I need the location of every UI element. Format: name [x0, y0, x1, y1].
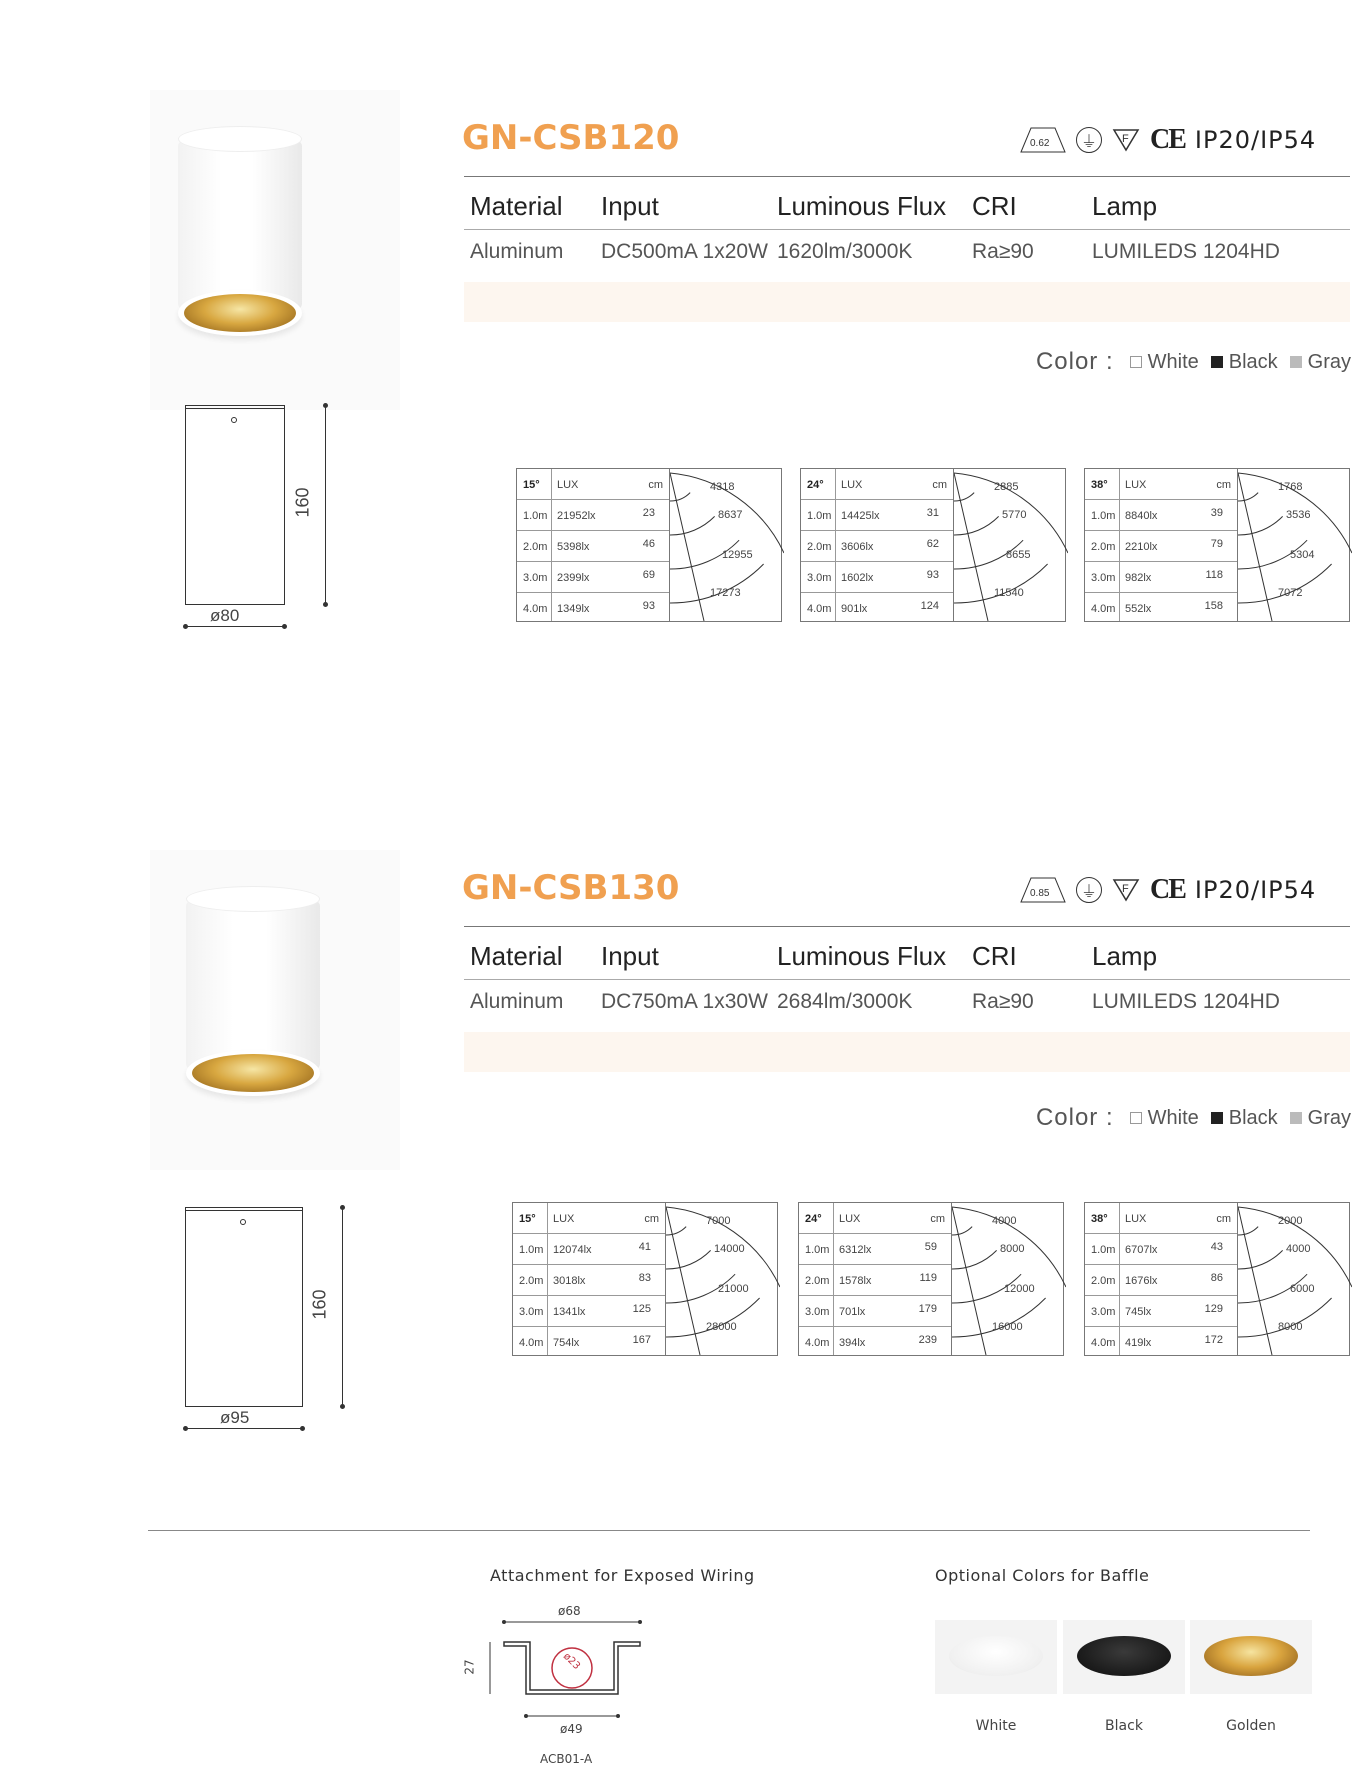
beam-table: [517, 469, 669, 621]
curve-label: 14000: [714, 1243, 745, 1255]
lux-value: 2210lx: [1125, 541, 1158, 553]
distance: 4.0m: [807, 603, 832, 615]
lux-value: 1349lx: [557, 603, 590, 615]
lux-value: 1676lx: [1125, 1275, 1158, 1287]
spot-diameter: 41: [638, 1241, 651, 1253]
beam-cone-figure: [953, 469, 1067, 621]
lux-value: 745lx: [1125, 1306, 1152, 1318]
lux-value: 3606lx: [841, 541, 874, 553]
height-dimension: 160: [309, 1289, 330, 1320]
beam-angle: 38°: [1091, 479, 1108, 491]
curve-label: 2885: [994, 481, 1019, 493]
beam-row: [513, 1296, 665, 1327]
value-lamp: LUMILEDS 1204HD: [1092, 990, 1280, 1013]
beam-angle: 15°: [519, 1213, 536, 1225]
distance: 2.0m: [807, 541, 832, 553]
baffle-white-disc: [949, 1636, 1043, 1676]
distance: 3.0m: [807, 572, 832, 584]
svg-text:F: F: [1122, 133, 1129, 145]
baffle-white: [935, 1620, 1057, 1694]
product-section-gn-csb130: [0, 750, 1363, 1427]
lux-value: 1578lx: [839, 1275, 872, 1287]
white-swatch: [1130, 1112, 1142, 1124]
header-material: Material: [470, 191, 563, 221]
spot-diameter: 119: [919, 1272, 937, 1284]
distance: 2.0m: [519, 1275, 544, 1287]
beam-header-row: [1085, 469, 1237, 500]
spot-diameter: 86: [1210, 1272, 1223, 1284]
gray-swatch: [1290, 356, 1302, 368]
header-cri: CRI: [972, 191, 1017, 221]
spot-diameter: 124: [920, 600, 939, 612]
beam-cone-figure: [1237, 469, 1351, 621]
distance: 4.0m: [519, 1337, 544, 1349]
spot-diameter: 129: [1204, 1303, 1223, 1315]
distance: 1.0m: [523, 510, 548, 522]
height-dimension: 160: [292, 487, 313, 518]
beam-row: [1085, 562, 1237, 593]
beam-cone-figure: [669, 469, 783, 621]
baffle-golden-disc: [1204, 1636, 1298, 1676]
distance: 4.0m: [1091, 603, 1116, 615]
lux-value: 8840lx: [1125, 510, 1158, 522]
attachment-code: ACB01-A: [540, 1752, 593, 1766]
lux-value: 14425lx: [841, 510, 880, 522]
value-cri: Ra≥90: [972, 990, 1034, 1013]
beam-cone-figure: [1237, 1203, 1351, 1355]
beam-row: [1085, 1265, 1237, 1296]
ip-rating: IP20/IP54: [1194, 126, 1317, 154]
distance: 3.0m: [523, 572, 548, 584]
beam-table: [799, 1203, 951, 1355]
certification-marks: [1020, 874, 1316, 906]
distance: 2.0m: [1091, 541, 1116, 553]
lux-value: 5398lx: [557, 541, 590, 553]
curve-label: 8000: [1278, 1321, 1303, 1333]
header-input: Input: [601, 191, 659, 221]
curve-label: 12955: [722, 549, 753, 561]
value-luminous-flux: 2684lm/3000K: [777, 990, 913, 1013]
spot-diameter: 118: [1205, 569, 1223, 581]
distance: 3.0m: [1091, 1306, 1116, 1318]
spec-value-row: [464, 980, 1350, 1032]
beam-diagram: [798, 1202, 1064, 1356]
attachment-drawing: [462, 1598, 650, 1768]
curve-label: 11540: [994, 587, 1024, 599]
beam-row: [517, 593, 669, 624]
value-material: Aluminum: [470, 990, 564, 1013]
distance: 1.0m: [519, 1244, 544, 1256]
ip-rating: IP20/IP54: [1194, 876, 1317, 904]
cm-label: cm: [932, 479, 947, 491]
beam-row: [513, 1234, 665, 1265]
beam-table: [1085, 469, 1237, 621]
curve-label: 8637: [718, 509, 743, 521]
beam-row: [801, 562, 953, 593]
spot-diameter: 179: [918, 1303, 937, 1315]
product-photo: [150, 850, 400, 1170]
curve-label: 2000: [1278, 1215, 1303, 1227]
beam-row: [1085, 500, 1237, 531]
beam-diagram: [516, 468, 782, 622]
section-divider: [148, 1530, 1310, 1531]
diameter-dimension: ø95: [220, 1408, 250, 1427]
beam-angle: 15°: [523, 479, 540, 491]
spot-diameter: 46: [642, 538, 655, 550]
beam-row: [517, 531, 669, 562]
curve-label: 7000: [706, 1215, 731, 1227]
black-swatch: [1211, 356, 1223, 368]
curve-label: 12000: [1004, 1283, 1035, 1295]
distance: 4.0m: [523, 603, 548, 615]
beam-header-row: [1085, 1203, 1237, 1234]
curve-label: 4000: [992, 1215, 1017, 1227]
distance: 1.0m: [1091, 510, 1116, 522]
distance: 3.0m: [805, 1306, 830, 1318]
curve-label: 8655: [1006, 549, 1031, 561]
beam-row: [1085, 1234, 1237, 1265]
spot-diameter: 172: [1204, 1334, 1223, 1346]
beam-diagram: [1084, 1202, 1350, 1356]
spot-diameter: 59: [924, 1241, 937, 1253]
bottom-dimension: ø49: [560, 1722, 583, 1736]
beam-row: [801, 500, 953, 531]
distance: 2.0m: [523, 541, 548, 553]
cm-label: cm: [644, 1213, 659, 1225]
baffle-golden: [1190, 1620, 1312, 1694]
lux-label: LUX: [841, 479, 863, 491]
model-title: GN-CSB120: [462, 118, 680, 158]
beam-diagram: [800, 468, 1066, 622]
beam-row: [1085, 593, 1237, 624]
lux-label: LUX: [1125, 1213, 1147, 1225]
ground-icon: ⏚: [1076, 127, 1102, 153]
lux-value: 982lx: [1125, 572, 1152, 584]
baffle-black-label: Black: [1105, 1718, 1143, 1734]
lux-value: 754lx: [553, 1337, 580, 1349]
color-options: Color : White Black Gray: [1035, 348, 1351, 375]
color-options: Color : White Black Gray: [1035, 1104, 1351, 1131]
beam-table: [1085, 1203, 1237, 1355]
curve-label: 7072: [1278, 587, 1303, 599]
lux-label: LUX: [557, 479, 579, 491]
lux-value: 552lx: [1125, 603, 1152, 615]
beam-row: [513, 1265, 665, 1296]
distance: 2.0m: [805, 1275, 830, 1287]
distance: 4.0m: [805, 1337, 830, 1349]
beam-angle: 38°: [1091, 1213, 1108, 1225]
power-factor-icon: 0.62: [1020, 127, 1066, 153]
header-material: Material: [470, 941, 563, 971]
curve-label: 1768: [1278, 481, 1303, 493]
white-swatch: [1130, 356, 1142, 368]
power-factor-icon: 0.85: [1020, 877, 1066, 903]
svg-text:F: F: [1122, 883, 1129, 895]
curve-label: 21000: [718, 1283, 749, 1295]
beam-header-row: [517, 469, 669, 500]
ground-icon: ⏚: [1076, 877, 1102, 903]
header-cri: CRI: [972, 941, 1017, 971]
spot-diameter: 125: [632, 1303, 651, 1315]
cm-label: cm: [930, 1213, 945, 1225]
distance: 1.0m: [805, 1244, 830, 1256]
header-luminous-flux: Luminous Flux: [777, 941, 947, 971]
value-luminous-flux: 1620lm/3000K: [777, 240, 913, 263]
curve-label: 8000: [1000, 1243, 1025, 1255]
beam-row: [1085, 1296, 1237, 1327]
curve-label: 28000: [706, 1321, 737, 1333]
certification-marks: [1020, 124, 1316, 156]
lux-value: 6312lx: [839, 1244, 872, 1256]
spot-diameter: 239: [918, 1334, 937, 1346]
beam-cone-figure: [665, 1203, 779, 1355]
lux-value: 3018lx: [553, 1275, 586, 1287]
beam-row: [517, 500, 669, 531]
beam-header-row: [801, 469, 953, 500]
spot-diameter: 39: [1210, 507, 1223, 519]
lux-value: 6707lx: [1125, 1244, 1158, 1256]
beam-row: [799, 1265, 951, 1296]
value-cri: Ra≥90: [972, 240, 1034, 263]
beam-row: [1085, 1327, 1237, 1358]
curve-label: 5770: [1002, 509, 1027, 521]
lux-value: 901lx: [841, 603, 868, 615]
lux-label: LUX: [839, 1213, 861, 1225]
beam-row: [517, 562, 669, 593]
beam-header-row: [513, 1203, 665, 1234]
beam-table: [513, 1203, 665, 1355]
beam-angle: 24°: [807, 479, 824, 491]
lux-value: 1341lx: [553, 1306, 586, 1318]
header-input: Input: [601, 941, 659, 971]
f-mark-icon: [1112, 878, 1140, 902]
spec-table: [464, 926, 1350, 1072]
beam-row: [801, 531, 953, 562]
spot-diameter: 167: [632, 1334, 651, 1346]
lux-value: 394lx: [839, 1337, 866, 1349]
curve-label: 3536: [1286, 509, 1311, 521]
hole-dimension: ø23: [560, 1650, 582, 1673]
f-mark-icon: [1112, 128, 1140, 152]
baffle-black-disc: [1077, 1636, 1171, 1676]
product-section-gn-csb120: [0, 0, 1363, 625]
beam-row: [801, 593, 953, 624]
header-lamp: Lamp: [1092, 941, 1158, 971]
spot-diameter: 158: [1204, 600, 1223, 612]
top-dimension: ø68: [558, 1604, 581, 1618]
distance: 2.0m: [1091, 1275, 1116, 1287]
spot-diameter: 69: [642, 569, 655, 581]
spot-diameter: 23: [642, 507, 655, 519]
spec-band: [464, 1032, 1350, 1072]
ce-mark: CE: [1150, 874, 1185, 905]
header-lamp: Lamp: [1092, 191, 1158, 221]
header-luminous-flux: Luminous Flux: [777, 191, 947, 221]
lux-value: 1602lx: [841, 572, 874, 584]
spec-table: [464, 176, 1350, 322]
beam-row: [799, 1296, 951, 1327]
spot-diameter: 93: [642, 600, 655, 612]
distance: 1.0m: [807, 510, 832, 522]
curve-label: 5304: [1290, 549, 1315, 561]
baffle-white-label: White: [975, 1718, 1017, 1734]
beam-row: [513, 1327, 665, 1358]
lux-value: 701lx: [839, 1306, 866, 1318]
distance: 4.0m: [1091, 1337, 1116, 1349]
ce-mark: CE: [1150, 124, 1185, 155]
spot-diameter: 31: [926, 507, 939, 519]
value-lamp: LUMILEDS 1204HD: [1092, 240, 1280, 263]
curve-label: 17273: [710, 587, 741, 599]
baffle-golden-label: Golden: [1226, 1718, 1276, 1734]
dimension-drawing: [170, 400, 350, 640]
gray-swatch: [1290, 1112, 1302, 1124]
lux-value: 419lx: [1125, 1337, 1152, 1349]
beam-diagram: [1084, 468, 1350, 622]
baffle-black: [1063, 1620, 1185, 1694]
distance: 3.0m: [519, 1306, 544, 1318]
beam-diagram: [512, 1202, 778, 1356]
beam-angle: 24°: [805, 1213, 822, 1225]
dimension-drawing: [170, 1202, 350, 1442]
beam-table: [801, 469, 953, 621]
black-swatch: [1211, 1112, 1223, 1124]
cm-label: cm: [1216, 479, 1231, 491]
lux-value: 21952lx: [557, 510, 596, 522]
diameter-dimension: ø80: [210, 606, 240, 625]
curve-label: 4000: [1286, 1243, 1311, 1255]
spec-band: [464, 282, 1350, 322]
lux-label: LUX: [1125, 479, 1147, 491]
baffle-title: Optional Colors for Baffle: [935, 1566, 1150, 1585]
curve-label: 16000: [992, 1321, 1023, 1333]
spec-header-row: [464, 177, 1350, 229]
beam-header-row: [799, 1203, 951, 1234]
beam-row: [1085, 531, 1237, 562]
beam-cone-figure: [951, 1203, 1065, 1355]
spot-diameter: 43: [1210, 1241, 1223, 1253]
distance: 3.0m: [1091, 572, 1116, 584]
beam-row: [799, 1234, 951, 1265]
height-dimension: 27: [462, 1659, 477, 1675]
spot-diameter: 62: [926, 538, 939, 550]
cm-label: cm: [648, 479, 663, 491]
curve-label: 4318: [710, 481, 735, 493]
lux-label: LUX: [553, 1213, 575, 1225]
value-input: DC750mA 1x30W: [601, 990, 768, 1013]
spot-diameter: 83: [638, 1272, 651, 1284]
model-title: GN-CSB130: [462, 868, 680, 908]
lux-value: 2399lx: [557, 572, 590, 584]
spot-diameter: 93: [926, 569, 939, 581]
value-input: DC500mA 1x20W: [601, 240, 768, 263]
beam-row: [799, 1327, 951, 1358]
spot-diameter: 79: [1210, 538, 1223, 550]
lux-value: 12074lx: [553, 1244, 592, 1256]
curve-label: 6000: [1290, 1283, 1315, 1295]
cm-label: cm: [1216, 1213, 1231, 1225]
spec-value-row: [464, 230, 1350, 282]
distance: 1.0m: [1091, 1244, 1116, 1256]
value-material: Aluminum: [470, 240, 564, 263]
attachment-title: Attachment for Exposed Wiring: [490, 1566, 755, 1585]
spec-header-row: [464, 927, 1350, 979]
product-photo: [150, 90, 400, 410]
